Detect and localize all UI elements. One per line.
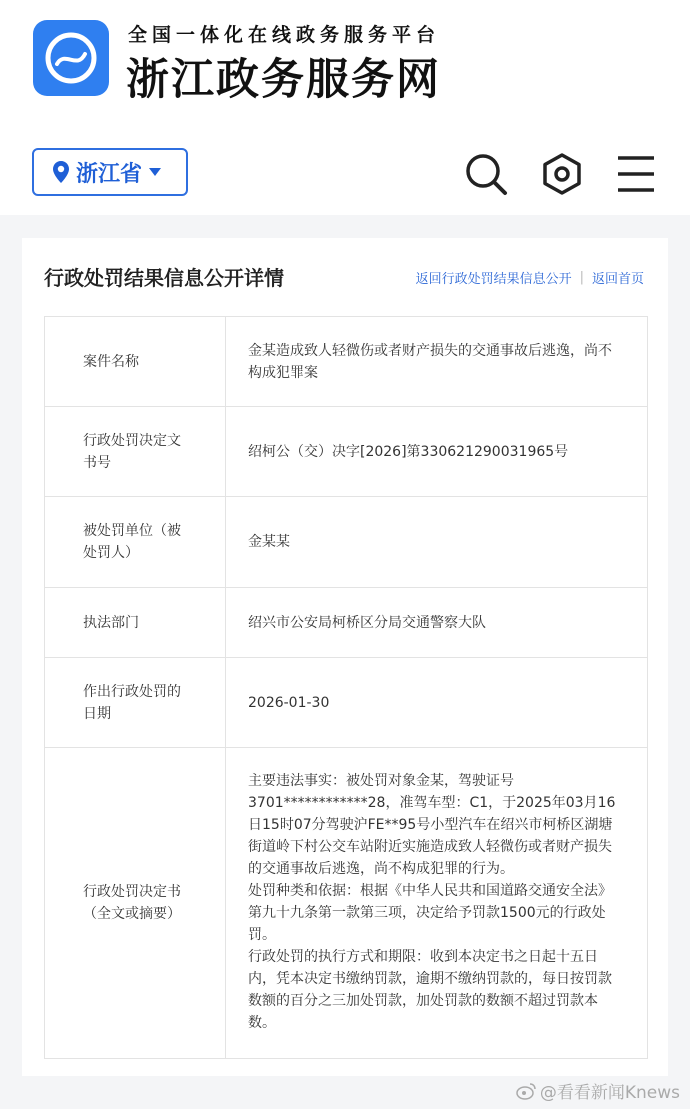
field-value: 绍柯公（交）决字[2026]第330621290031965号 — [248, 443, 569, 460]
table-row — [45, 658, 647, 748]
field-label: 行政处罚决定书（全文或摘要） — [45, 748, 226, 1058]
table-row — [45, 407, 647, 497]
table-row — [45, 588, 647, 658]
field-label: 案件名称 — [45, 317, 226, 406]
location-pin-icon — [52, 160, 70, 184]
field-label: 被处罚单位（被处罚人） — [45, 497, 226, 587]
logo-icon — [33, 20, 109, 96]
table-row — [45, 748, 647, 1059]
detail-card — [22, 238, 668, 1076]
field-label: 执法部门 — [45, 588, 226, 657]
site-logo[interactable] — [33, 20, 109, 96]
settings-icon[interactable] — [540, 152, 584, 196]
search-icon[interactable] — [464, 152, 508, 196]
decision-paragraph: 行政处罚的执行方式和期限：收到本决定书之日起十五日内，凭本决定书缴纳罚款，逾期不缴纳罚款的，每日按罚款数额的百分之三加处罚款，加处罚款的数额不超过罚款本数。 — [248, 949, 612, 1031]
link-divider: | — [579, 270, 584, 285]
site-brand-title: 浙江政务服务网 — [126, 55, 441, 105]
watermark — [516, 1078, 680, 1103]
weibo-icon — [516, 1082, 536, 1100]
table-row — [45, 317, 647, 407]
field-value: 金某某 — [248, 534, 290, 550]
card-links — [416, 268, 644, 287]
platform-subtitle: 全国一体化在线政务服务平台 — [128, 24, 441, 46]
watermark-text: @看看新闻Knews — [539, 1083, 680, 1103]
field-value — [226, 748, 647, 1058]
site-header — [0, 0, 690, 215]
back-to-list-link[interactable]: 返回行政处罚结果信息公开 — [415, 272, 572, 287]
field-value: 绍兴市公安局柯桥区分局交通警察大队 — [248, 614, 486, 631]
home-link[interactable]: 返回首页 — [591, 272, 644, 287]
field-label: 行政处罚决定文书号 — [45, 407, 226, 496]
region-selector[interactable] — [32, 148, 188, 196]
region-label: 浙江省 — [76, 161, 143, 187]
menu-icon[interactable] — [614, 152, 658, 196]
caret-down-icon — [148, 167, 162, 177]
field-value: 2026-01-30 — [248, 694, 330, 711]
decision-text — [248, 770, 625, 1034]
field-value: 金某造成致人轻微伤或者财产损失的交通事故后逃逸，尚不构成犯罪案 — [248, 342, 612, 381]
decision-paragraph: 处罚种类和依据：根据《中华人民共和国道路交通安全法》第九十九条第一款第三项，决定给予罚款1500元的行政处罚。 — [248, 883, 612, 943]
table-row — [45, 497, 647, 588]
page-title: 行政处罚结果信息公开详情 — [44, 266, 284, 290]
field-label: 作出行政处罚的日期 — [45, 658, 226, 747]
decision-paragraph: 主要违法事实：被处罚对象金某，驾驶证号3701************28，准驾车型：C1，于2025年03月16日15时07分驾驶沪FE**95号小型汽车在绍兴市柯桥区湖塘街道岭下村公交车站附近实施造成致人轻微伤或者财产损失的交通事故后逃逸，尚不构成犯罪的行为。 — [248, 773, 616, 877]
detail-table — [44, 316, 648, 1059]
